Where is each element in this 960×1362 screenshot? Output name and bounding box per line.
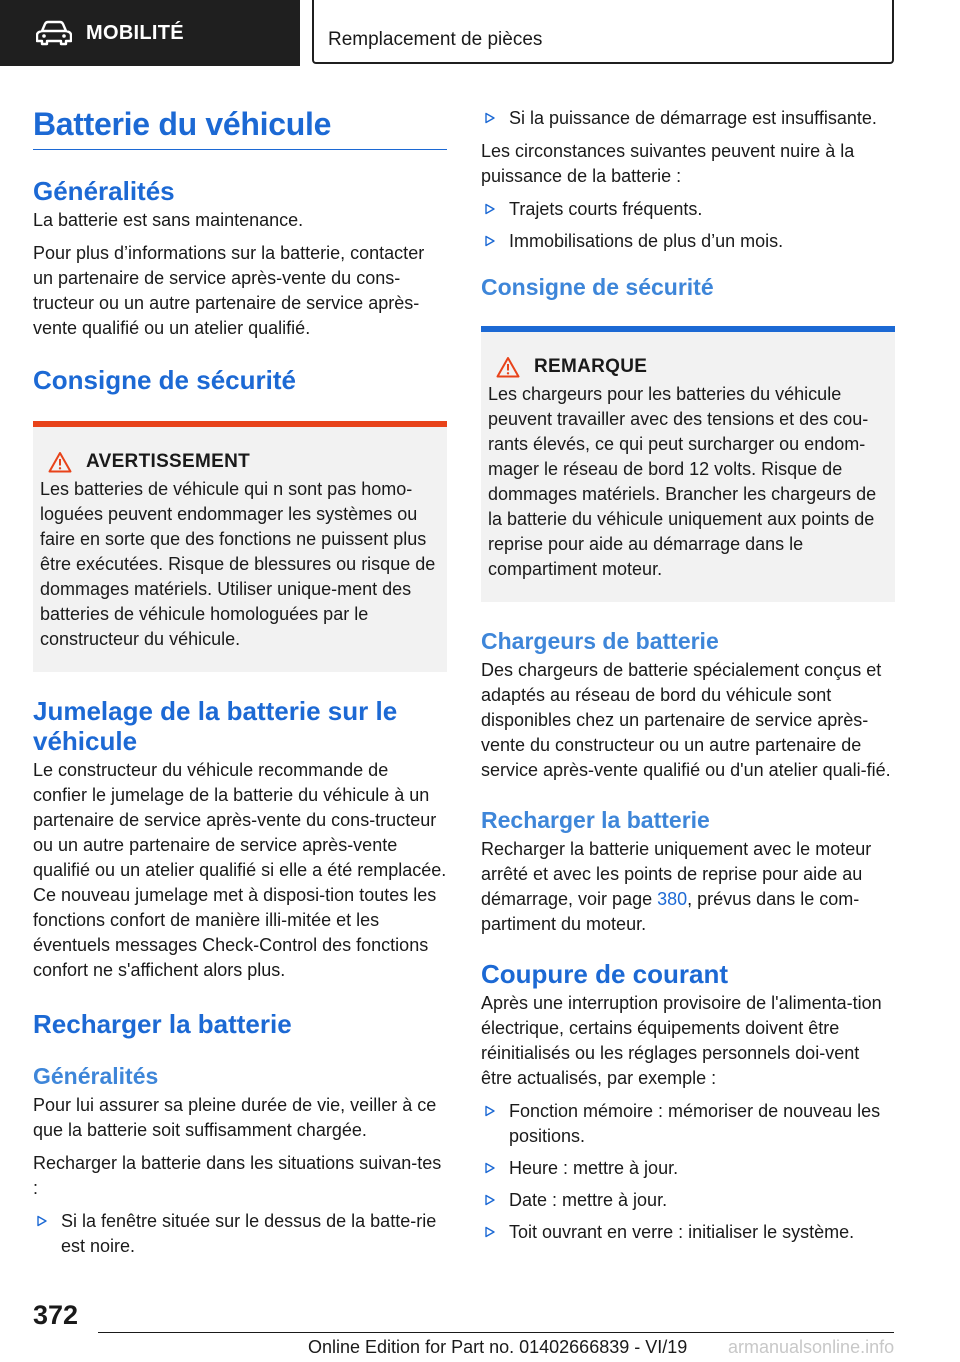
note-header [488, 356, 887, 378]
page-header [0, 0, 960, 66]
heading-coupure: Coupure de courant [481, 959, 729, 989]
left-column [33, 100, 447, 1267]
paragraph: Pour plus d’informations sur la batterie, contacter un partenaire de service après-vente du cons-tructeur ou un autre partenaire de service après-vente qualifié ou un atelier qualifié. [33, 243, 425, 338]
paragraph: Les circonstances suivantes peuvent nuire à la puissance de la batterie : [481, 141, 855, 186]
paragraph: Recharger la batterie dans les situations suivan-tes : [33, 1153, 442, 1198]
list-item [481, 1188, 895, 1213]
bullet-list [33, 1209, 447, 1259]
heading-jumelage: Jumelage de la batterie sur le véhicule [33, 696, 398, 756]
right-column [481, 106, 895, 1253]
paragraph [481, 837, 895, 937]
caution-triangle-icon [496, 356, 520, 378]
warning-box [33, 421, 447, 672]
list-item [481, 1220, 895, 1245]
bullet-triangle-icon [484, 1105, 496, 1117]
paragraph: La batterie est sans maintenance. [33, 210, 304, 230]
list-item [481, 197, 895, 222]
bullet-triangle-icon [484, 1162, 496, 1174]
heading-recharger: Recharger la batterie [33, 1009, 292, 1039]
list-item [481, 106, 895, 131]
note-text: Les chargeurs pour les batteries du véhicule peuvent travailler avec des tensions et des cou-rants élevés, ce qui peut surcharger ou endom-mager le réseau de bord 12 volts. Risque de dommages matériels. Brancher les chargeurs de la batterie du véhicule uniquement aux points de reprise pour aide au démarrage dans le compartiment moteur. [488, 384, 877, 579]
bullet-triangle-icon [484, 1194, 496, 1206]
heading-safety: Consigne de sécurité [481, 274, 714, 300]
footer-divider [98, 1332, 894, 1333]
subheading-generalites: Généralités [33, 1063, 159, 1089]
list-item-text: Si la puissance de démarrage est insuffisante. [509, 108, 877, 128]
paragraph-text: Recharger la batterie uniquement avec le moteur arrêté et avec les points de reprise pour aide au démarrage, voir page [481, 839, 872, 909]
heading-safety: Consigne de sécurité [33, 365, 296, 395]
bullet-triangle-icon [484, 203, 496, 215]
list-item [481, 1156, 895, 1181]
list-item-text: Toit ouvrant en verre : initialiser le système. [509, 1222, 855, 1242]
warning-text: Les batteries de véhicule qui n sont pas homo-loguées peuvent endommager les systèmes ou faire en sorte que des fonctions ne puissent plus être exécutées. Risque de blessures ou risque de dommages matériels. Utiliser unique-ment des batteries de véhicule homologuées par le constructeur du véhicule. [40, 479, 436, 649]
warning-header [40, 451, 439, 473]
bullet-triangle-icon [484, 235, 496, 247]
page-number: 372 [33, 1300, 79, 1330]
bullet-triangle-icon [36, 1215, 48, 1227]
edition-label: Online Edition for Part no. 01402666839 - VI/19 [308, 1337, 688, 1357]
note-box [481, 326, 895, 602]
list-item-text: Fonction mémoire : mémoriser de nouveau les positions. [509, 1101, 881, 1146]
page-link[interactable]: 380 [657, 889, 688, 909]
list-item-text: Si la fenêtre située sur le dessus de la batte-rie est noire. [61, 1211, 437, 1256]
note-title: REMARQUE [534, 356, 648, 377]
bullet-list [481, 1099, 895, 1245]
bullet-triangle-icon [484, 112, 496, 124]
list-item-text: Trajets courts fréquents. [509, 199, 703, 219]
bullet-list [481, 197, 895, 254]
paragraph-text: , prévus dans le com-partiment du moteur. [481, 889, 860, 934]
heading-generalites: Généralités [33, 176, 175, 206]
car-icon [36, 20, 72, 46]
heading-recharger: Recharger la batterie [481, 807, 710, 833]
section-tab[interactable] [0, 0, 300, 66]
chapter-tab[interactable] [312, 0, 894, 64]
list-item-text: Immobilisations de plus d’un mois. [509, 231, 784, 251]
paragraph: Pour lui assurer sa pleine durée de vie, veiller à ce que la batterie soit suffisamment chargée. [33, 1095, 437, 1140]
page-title: Batterie du véhicule [33, 100, 447, 150]
list-item [481, 1099, 895, 1149]
list-item-text: Date : mettre à jour. [509, 1190, 668, 1210]
heading-chargeurs: Chargeurs de batterie [481, 628, 719, 654]
paragraph: Après une interruption provisoire de l'alimenta-tion électrique, certains équipements doivent être réinitialisés ou les réglages personnels doi-vent être actualisés, par exemple : [481, 993, 882, 1088]
paragraph: Le constructeur du véhicule recommande de confier le jumelage de la batterie du véhicule à un partenaire de service après-vente du cons-tructeur ou un autre partenaire de service après-vente qualifié ou un atelier qualifié si elle a été remplacée. Ce nouveau jumelage met à disposi-tion toutes les fonctions confort de manière illi-mitée et les éventuels messages Check-Control des fonctions confort ne s'affichent alors plus. [33, 760, 447, 980]
list-item-text: Heure : mettre à jour. [509, 1158, 679, 1178]
warning-title: AVERTISSEMENT [86, 451, 251, 472]
warning-triangle-icon [48, 451, 72, 473]
chapter-label: Remplacement de pièces [328, 29, 543, 50]
list-item [481, 229, 895, 254]
paragraph: Des chargeurs de batterie spécialement conçus et adaptés au réseau de bord du véhicule sont disponibles chez un partenaire de service après-vente du constructeur ou un autre partenaire de service après-vente qualifié ou d'un atelier quali-fié. [481, 660, 891, 780]
list-item [33, 1209, 447, 1259]
bullet-triangle-icon [484, 1226, 496, 1238]
section-label: MOBILITÉ [86, 21, 184, 44]
bullet-list [481, 106, 895, 131]
watermark: armanualsonline.info [728, 1337, 895, 1357]
